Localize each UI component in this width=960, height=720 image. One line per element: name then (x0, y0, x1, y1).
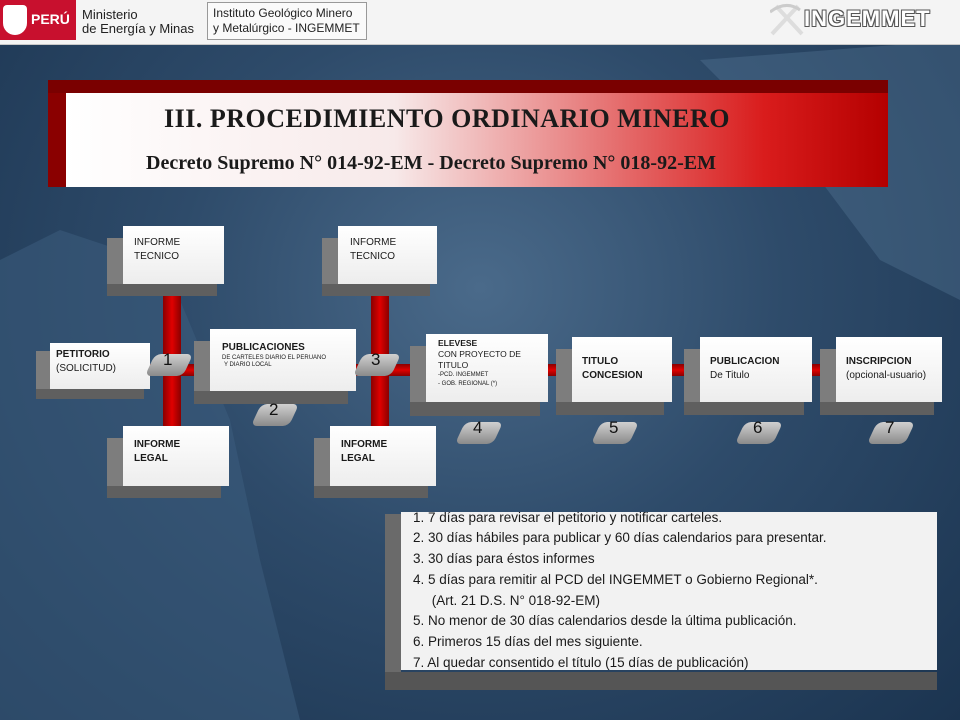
ministry-line-1: Ministerio (82, 7, 138, 22)
note-4-reference: (Art. 21 D.S. N° 018-92-EM) (413, 593, 600, 608)
note-7: 7. Al quedar consentido el título (15 días de publicación) (413, 655, 749, 670)
peru-label: PERÚ (31, 11, 70, 27)
institute-name (213, 6, 360, 36)
publicacion-titulo-box (684, 337, 812, 415)
petitorio-line-1: PETITORIO (56, 349, 110, 360)
step-marker-6-number: 6 (753, 418, 763, 437)
petitorio-box (36, 343, 150, 399)
informe-tecnico-1-line-2: TECNICO (134, 251, 179, 262)
informe-legal-box-1 (107, 426, 229, 498)
step-marker-1 (150, 348, 188, 376)
elevese-line-2: CON PROYECTO DE (438, 349, 521, 359)
note-2: 2. 30 días hábiles para publicar y 60 días calendarios para presentar. (413, 530, 827, 545)
institute-line-1: Instituto Geológico Minero (213, 6, 353, 20)
inscripcion-line-1: INSCRIPCION (846, 356, 912, 367)
step-marker-1-number: 1 (163, 350, 173, 369)
informe-legal-1-line-2: LEGAL (134, 453, 168, 464)
ministry-name (82, 8, 194, 36)
titulo-line-2: CONCESION (582, 370, 643, 381)
elevese-line-3: TITULO (438, 360, 469, 370)
note-5: 5. No menor de 30 días calendarios desde la última publicación. (413, 613, 797, 628)
banner-depth (48, 80, 888, 94)
step-marker-3-number: 3 (371, 350, 381, 369)
inscripcion-line-2: (opcional-usuario) (846, 370, 927, 381)
notes-panel-bottom (385, 672, 937, 690)
ministry-line-2: de Energía y Minas (82, 21, 195, 36)
informe-tecnico-box-1 (107, 226, 224, 296)
step-marker-2 (256, 398, 294, 426)
publicacion-line-1: PUBLICACION (710, 356, 780, 367)
elevese-box (410, 334, 548, 416)
banner-title: III. PROCEDIMIENTO ORDINARIO MINERO (164, 104, 730, 133)
informe-tecnico-1-line-1: INFORME (134, 237, 181, 248)
institute-line-2: y Metalúrgico - INGEMMET (213, 21, 360, 35)
banner-subtitle: Decreto Supremo N° 014-92-EM - Decreto Supremo N° 018-92-EM (146, 152, 716, 174)
informe-legal-box-2 (314, 426, 436, 498)
informe-legal-2-line-1: INFORME (341, 439, 388, 450)
step-marker-5-number: 5 (609, 418, 619, 437)
publicaciones-line-2: DE CARTELES DIARIO EL PERUANO (222, 355, 327, 361)
informe-legal-1-line-1: INFORME (134, 439, 181, 450)
informe-legal-2-line-2: LEGAL (341, 453, 375, 464)
ingemmet-logo-text: INGEMMET (804, 6, 931, 31)
informe-tecnico-box-2 (322, 226, 437, 296)
inscripcion-box (820, 337, 942, 415)
titulo-concesion-box (556, 337, 672, 415)
note-1: 1. 7 días para revisar el petitorio y notificar carteles. (413, 510, 723, 525)
elevese-line-1: ELEVESE (438, 338, 478, 348)
elevese-line-4: -PCD. INGEMMET (438, 372, 489, 378)
notes-panel-depth (385, 514, 401, 690)
publicaciones-box (194, 329, 356, 404)
petitorio-line-2: (SOLICITUD) (56, 363, 116, 374)
publicaciones-line-1: PUBLICACIONES (222, 342, 305, 353)
publicaciones-line-3: Y DIARIO LOCAL (224, 362, 272, 368)
step-marker-4 (460, 416, 498, 444)
institute-box (207, 2, 367, 40)
step-marker-5 (596, 416, 634, 444)
note-6: 6. Primeros 15 días del mes siguiente. (413, 634, 643, 649)
step-marker-3 (358, 348, 396, 376)
step-marker-2-number: 2 (269, 400, 279, 419)
peru-badge (0, 0, 76, 40)
informe-tecnico-2-line-1: INFORME (350, 237, 397, 248)
note-4: 4. 5 días para remitir al PCD del INGEMMET o Gobierno Regional*. (413, 572, 818, 587)
titulo-line-1: TITULO (582, 356, 619, 367)
step-marker-7-number: 7 (885, 418, 895, 437)
step-marker-6 (740, 416, 778, 444)
note-3: 3. 30 días para éstos informes (413, 551, 595, 566)
informe-tecnico-2-line-2: TECNICO (350, 251, 395, 262)
publicacion-line-2: De Titulo (710, 370, 750, 381)
peru-crest-icon (3, 5, 27, 35)
step-marker-4-number: 4 (473, 418, 483, 437)
elevese-line-5: - GOB. REGIONAL (*) (438, 381, 498, 387)
step-marker-7 (872, 416, 910, 444)
